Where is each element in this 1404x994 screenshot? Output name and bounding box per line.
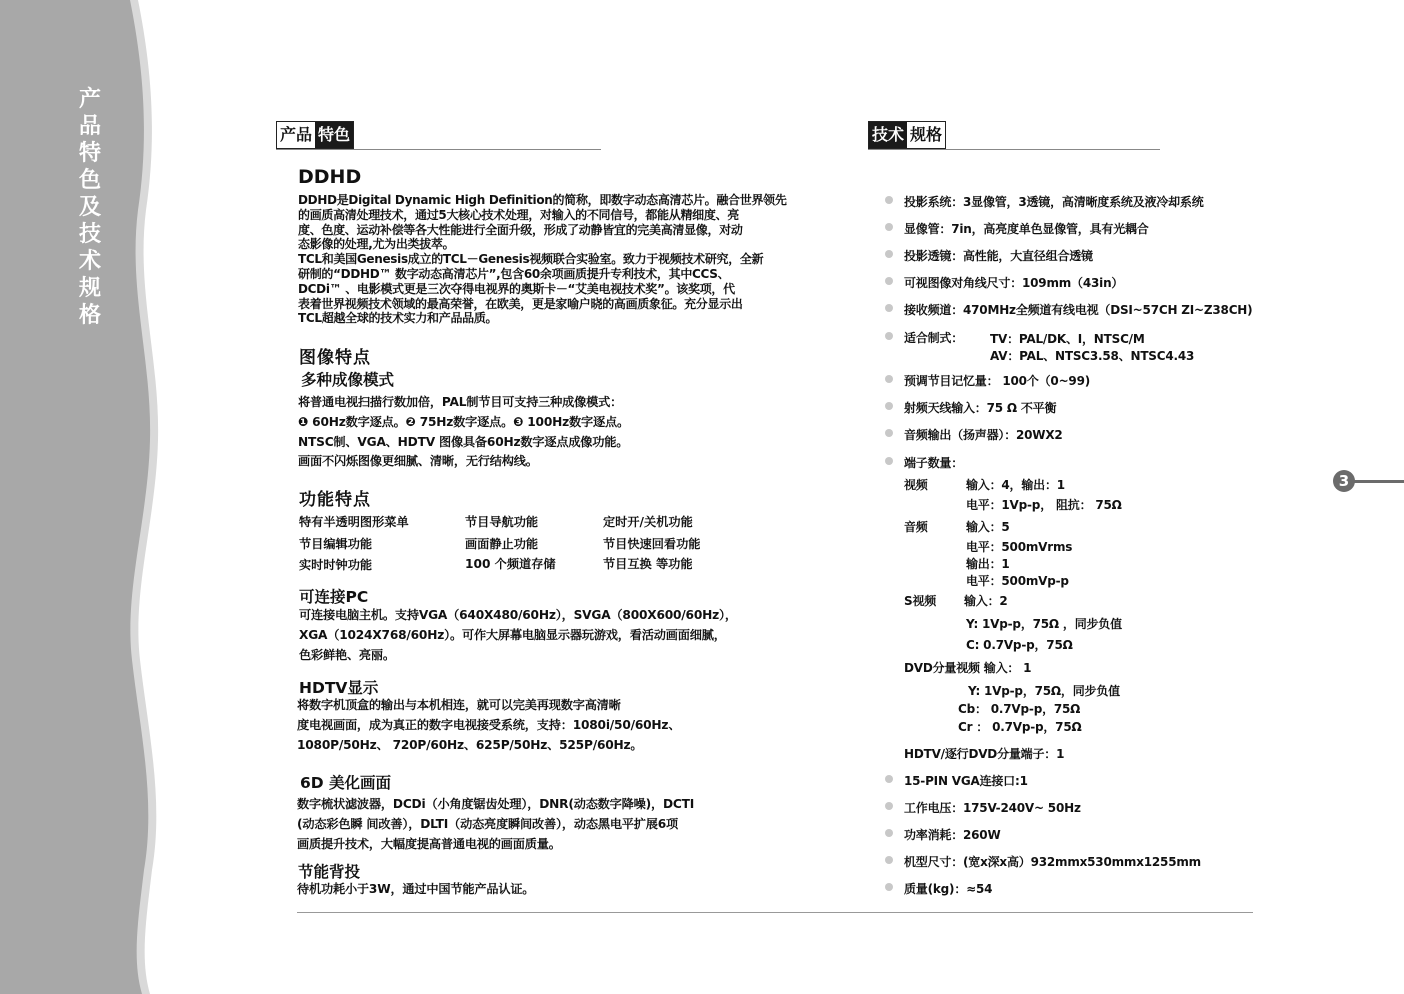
- body-line: 1080P/50Hz、 720P/60Hz、625P/50Hz、525P/60Hz。: [297, 737, 643, 752]
- hdtv-text: [297, 696, 680, 755]
- spec-item: 适合制式：: [904, 331, 964, 345]
- vertical-title-char: 及: [78, 195, 101, 220]
- features-section-tag: [276, 121, 354, 149]
- audio-level-in: 电平：500mVrms: [966, 540, 1073, 554]
- feature-cell: 节目快速回看功能: [603, 537, 701, 551]
- video-level: 电平：1Vp-p， 阻抗： 75Ω: [966, 498, 1122, 512]
- tag-white-part: 规格: [907, 122, 945, 148]
- paragraph-line: TCL超越全球的技术实力和产品品质。: [298, 311, 498, 326]
- specs-section-tag: [868, 121, 946, 149]
- bullet-icon: [885, 775, 893, 783]
- feature-cell: 特有半透明图形菜单: [299, 515, 409, 529]
- spec-item: 接收频道：470MHz全频道有线电视（DSI~57CH ZI~Z38CH): [904, 303, 1253, 317]
- paragraph-line: TCL和美国Genesis成立的TCL－Genesis视频联合实验室。致力于视频技术研究，全新: [298, 252, 764, 267]
- paragraph-line: 度、色度、运动补偿等各大性能进行全面升级，形成了动静皆宜的完美高清显像，对动: [298, 222, 743, 237]
- spec-item: 功率消耗：260W: [904, 828, 1001, 842]
- hdtv-heading: HDTV显示: [299, 679, 379, 697]
- page-number: 3: [1333, 470, 1355, 492]
- ddhd-description: [298, 193, 787, 326]
- divider: [276, 149, 601, 150]
- body-line: 画面不闪烁图像更细腻、清晰，无行结构线。: [298, 454, 538, 469]
- feature-cell: 100 个频道存储: [465, 557, 556, 571]
- vertical-title-char: 色: [78, 168, 101, 193]
- bullet-icon: [885, 802, 893, 810]
- bottom-divider: [297, 912, 1253, 913]
- vertical-title-char: 规: [78, 276, 101, 301]
- bullet-icon: [885, 883, 893, 891]
- multi-mode-heading: 多种成像模式: [301, 371, 395, 389]
- bullet-icon: [885, 375, 893, 383]
- spec-item: 投影透镜：高性能，大直径组合透镜: [904, 249, 1093, 263]
- spec-item: 投影系统：3显像管，3透镜，高清晰度系统及液冷却系统: [904, 195, 1204, 209]
- bullet-icon: [885, 829, 893, 837]
- system-tv: TV：PAL/DK、I，NTSC/M: [990, 332, 1145, 346]
- bullet-icon: [885, 223, 893, 231]
- body-line: 将普通电视扫描行数加倍，PAL制节目可支持三种成像模式：: [298, 395, 623, 409]
- tag-black-part: 特色: [315, 122, 353, 148]
- bullet-icon: [885, 277, 893, 285]
- vertical-title-char: 术: [78, 249, 101, 274]
- system-av: AV：PAL、NTSC3.58、NTSC4.43: [990, 349, 1195, 363]
- svideo-c: C: 0.7Vp-p，75Ω: [966, 638, 1073, 652]
- body-line: 度电视画面，成为真正的数字电视接受系统，支持：1080i/50/60Hz、: [297, 717, 681, 732]
- feature-cell: 节目编辑功能: [299, 537, 373, 551]
- paragraph-line: DDHD是Digital Dynamic High Definition的简称，即数字动态高清芯片。融合世界领先: [298, 193, 787, 207]
- paragraph-line: 的画质高清处理技术，通过5大核心技术处理，对输入的不同信号，都能从精细度、亮: [298, 207, 739, 222]
- vertical-title-char: 格: [78, 303, 101, 328]
- vertical-title-char: 技: [78, 222, 101, 247]
- energy-text: 待机功耗小于3W，通过中国节能产品认证。: [297, 882, 535, 896]
- spec-item: 端子数量：: [904, 456, 964, 470]
- body-line: 将数字机顶盒的输出与本机相连，就可以完美再现数字高清晰: [297, 698, 621, 712]
- paragraph-line: 态影像的处理,尤为出类拔萃。: [298, 237, 455, 252]
- video-io: 输入：4，输出：1: [966, 478, 1065, 492]
- bullet-icon: [885, 332, 893, 340]
- audio-out: 输出：1: [966, 557, 1010, 571]
- body-line: NTSC制、VGA、HDTV 图像具备60Hz数字逐点成像功能。: [298, 434, 629, 449]
- spec-item: 显像管：7in，高亮度单色显像管，具有光耦合: [904, 222, 1149, 236]
- body-line: 数字梳状滤波器，DCDi（小角度锯齿处理），DNR(动态数字降噪)，DCTI: [297, 797, 695, 811]
- spec-item: 质量(kg)：≈54: [904, 882, 993, 896]
- feature-cell: 画面静止功能: [465, 537, 539, 551]
- feature-cell: 定时开/关机功能: [603, 515, 693, 529]
- audio-in: 输入：5: [966, 520, 1010, 534]
- paragraph-line: DCDi™ 、电影模式更是三次夺得电视界的奥斯卡－“艾美电视技术奖”。该奖项，代: [298, 281, 735, 296]
- dvd-cb: Cb： 0.7Vp-p，75Ω: [958, 702, 1081, 716]
- image-features-heading: 图像特点: [299, 348, 371, 368]
- feature-cell: 节目互换 等功能: [603, 557, 693, 571]
- feature-cell: 实时时钟功能: [299, 558, 373, 572]
- body-line: 画质提升技术，大幅度提高普通电视的画面质量。: [297, 836, 561, 851]
- bullet-icon: [885, 402, 893, 410]
- paragraph-line: 表着世界视频技术领域的最高荣誉，在欧美，更是家喻户晓的高画质象征。充分显示出: [298, 296, 743, 311]
- svideo-label: S视频: [904, 594, 937, 608]
- spec-item: 工作电压：175V-240V~ 50Hz: [904, 801, 1081, 815]
- svideo-in: 输入：2: [964, 594, 1008, 608]
- feature-cell: 节目导航功能: [465, 515, 539, 529]
- bullet-icon: [885, 196, 893, 204]
- tag-black-part: 技术: [869, 122, 907, 148]
- video-label: 视频: [904, 478, 928, 492]
- vertical-title-char: 产: [78, 87, 101, 112]
- vertical-title: [70, 86, 110, 329]
- page-marker-line: [1352, 480, 1404, 483]
- dvd-label: DVD分量视频 输入： 1: [904, 661, 1032, 675]
- audio-level-out: 电平：500mVp-p: [966, 574, 1069, 588]
- multi-mode-text: [298, 393, 629, 472]
- body-line: XGA（1024X768/60Hz）。可作大屏幕电脑显示器玩游戏，看活动画面细腻，: [299, 627, 726, 642]
- spec-item: 可视图像对角线尺寸：109mm（43in）: [904, 276, 1124, 290]
- paragraph-line: 研制的“DDHD™ 数字动态高清芯片”,包含60余项画质提升专利技术，其中CCS、: [298, 266, 730, 281]
- spec-item: 预调节目记忆量： 100个（0~99): [904, 374, 1091, 388]
- spec-item: 音频输出（扬声器）：20WX2: [904, 428, 1063, 442]
- vertical-title-char: 品: [78, 114, 101, 139]
- body-line: ❶ 60Hz数字逐点。❷ 75Hz数字逐点。❸ 100Hz数字逐点。: [298, 414, 629, 429]
- energy-heading: 节能背投: [298, 863, 361, 881]
- 6d-heading: 6D 美化画面: [300, 774, 392, 792]
- body-line: 色彩鲜艳、亮丽。: [299, 647, 395, 662]
- 6d-text: [297, 795, 694, 854]
- body-line: (动态彩色瞬 间改善），DLTI（动态亮度瞬间改善），动态黑电平扩展6项: [297, 816, 679, 831]
- svideo-y: Y: 1Vp-p，75Ω ，同步负值: [966, 617, 1122, 631]
- bullet-icon: [885, 457, 893, 465]
- spec-item: 机型尺寸：(宽x深x高）932mmx530mmx1255mm: [904, 855, 1201, 869]
- audio-label: 音频: [904, 520, 928, 534]
- spec-item: 15-PIN VGA连接口:1: [904, 774, 1028, 788]
- pc-text: [299, 606, 737, 665]
- pc-heading: 可连接PC: [299, 588, 369, 606]
- hdtv-port: HDTV/逐行DVD分量端子：1: [904, 747, 1065, 761]
- divider: [868, 149, 1160, 150]
- tag-white-part: 产品: [277, 122, 315, 148]
- body-line: 可连接电脑主机。支持VGA（640X480/60Hz），SVGA（800X600/60Hz），: [299, 608, 737, 622]
- dvd-cr: Cr ： 0.7Vp-p，75Ω: [958, 720, 1082, 734]
- ddhd-title: DDHD: [298, 166, 362, 188]
- dvd-y: Y: 1Vp-p，75Ω，同步负值: [968, 684, 1120, 698]
- bullet-icon: [885, 429, 893, 437]
- spec-item: 射频天线输入：75 Ω 不平衡: [904, 401, 1057, 415]
- vertical-title-char: 特: [78, 141, 101, 166]
- bullet-icon: [885, 250, 893, 258]
- function-features-heading: 功能特点: [299, 490, 371, 510]
- bullet-icon: [885, 856, 893, 864]
- bullet-icon: [885, 304, 893, 312]
